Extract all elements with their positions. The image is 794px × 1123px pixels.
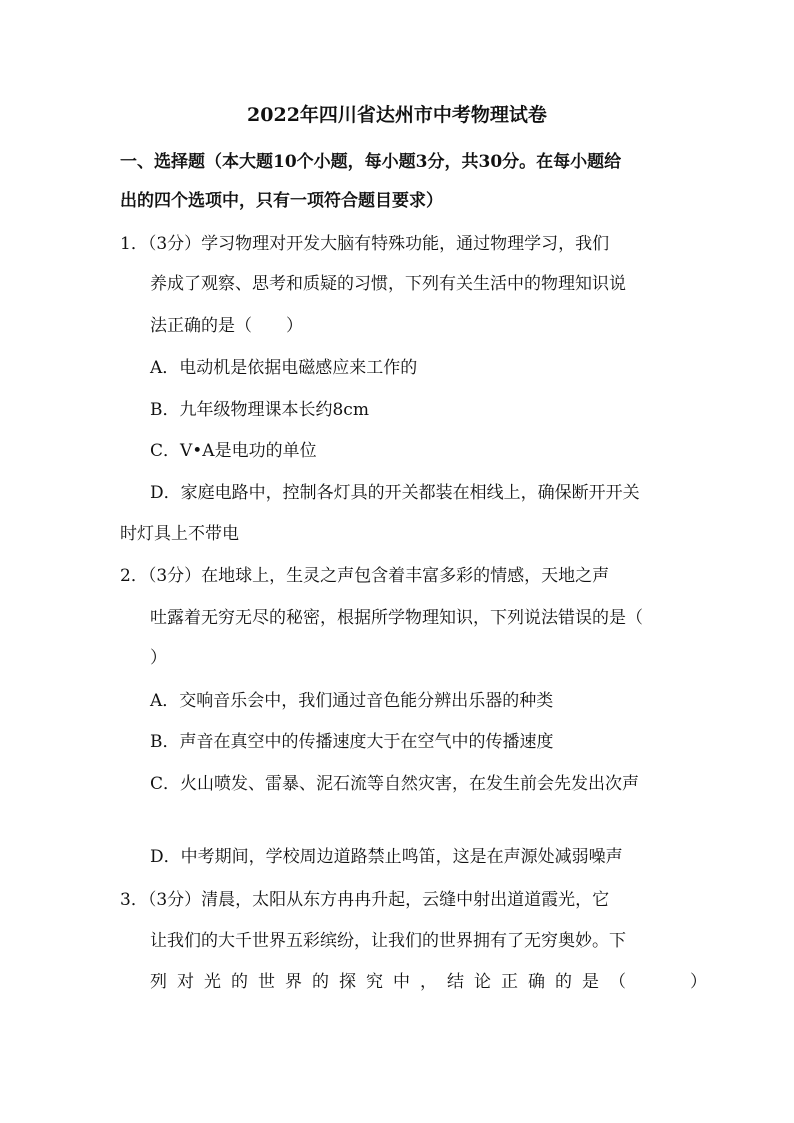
question-2-stem-line-1: 2．（3分）在地球上，生灵之声包含着丰富多彩的情感，天地之声 [120, 566, 610, 586]
question-2-option-b: B．声音在真空中的传播速度大于在空气中的传播速度 [150, 732, 554, 752]
section-heading-line-2: 出的四个选项中，只有一项符合题目要求） [120, 191, 443, 211]
question-2-option-c: C．火山喷发、雷暴、泥石流等自然灾害，在发生前会先发出次声 [150, 774, 640, 794]
question-1-option-d-continuation: 时灯具上不带电 [120, 524, 239, 544]
document-title: 2022年四川省达州市中考物理试卷 [247, 104, 547, 126]
question-3-stem-line-2: 让我们的大千世界五彩缤纷，让我们的世界拥有了无穷奥妙。下 [150, 931, 626, 951]
question-1-stem-line-2: 养成了观察、思考和质疑的习惯，下列有关生活中的物理知识说 [150, 274, 626, 294]
question-1-option-a: A．电动机是依据电磁感应来工作的 [150, 358, 418, 378]
section-heading-line-1: 一、选择题（本大题10个小题，每小题3分，共30分。在每小题给 [120, 152, 622, 172]
question-3-stem-line-3: 列对光的世界的探究中，结论正确的是（ ） [150, 972, 717, 992]
question-3-stem-line-1: 3．（3分）清晨，太阳从东方冉冉升起，云缝中射出道道霞光，它 [120, 890, 610, 910]
question-2-stem-line-3: ） [150, 648, 167, 668]
question-1-stem-line-1: 1．（3分）学习物理对开发大脑有特殊功能，通过物理学习，我们 [120, 234, 610, 254]
question-2-option-d: D．中考期间，学校周边道路禁止鸣笛，这是在声源处减弱噪声 [150, 847, 623, 867]
question-2-stem-line-2: 吐露着无穷无尽的秘密，根据所学物理知识，下列说法错误的是（ [150, 608, 643, 628]
question-2-option-a: A．交响音乐会中，我们通过音色能分辨出乐器的种类 [150, 691, 554, 711]
question-1-option-c: C．V•A是电功的单位 [150, 441, 317, 461]
question-1-stem-line-3: 法正确的是（ ） [150, 316, 303, 336]
question-1-option-b: B．九年级物理课本长约8cm [150, 400, 369, 420]
question-1-option-d: D．家庭电路中，控制各灯具的开关都装在相线上，确保断开开关 [150, 483, 640, 503]
